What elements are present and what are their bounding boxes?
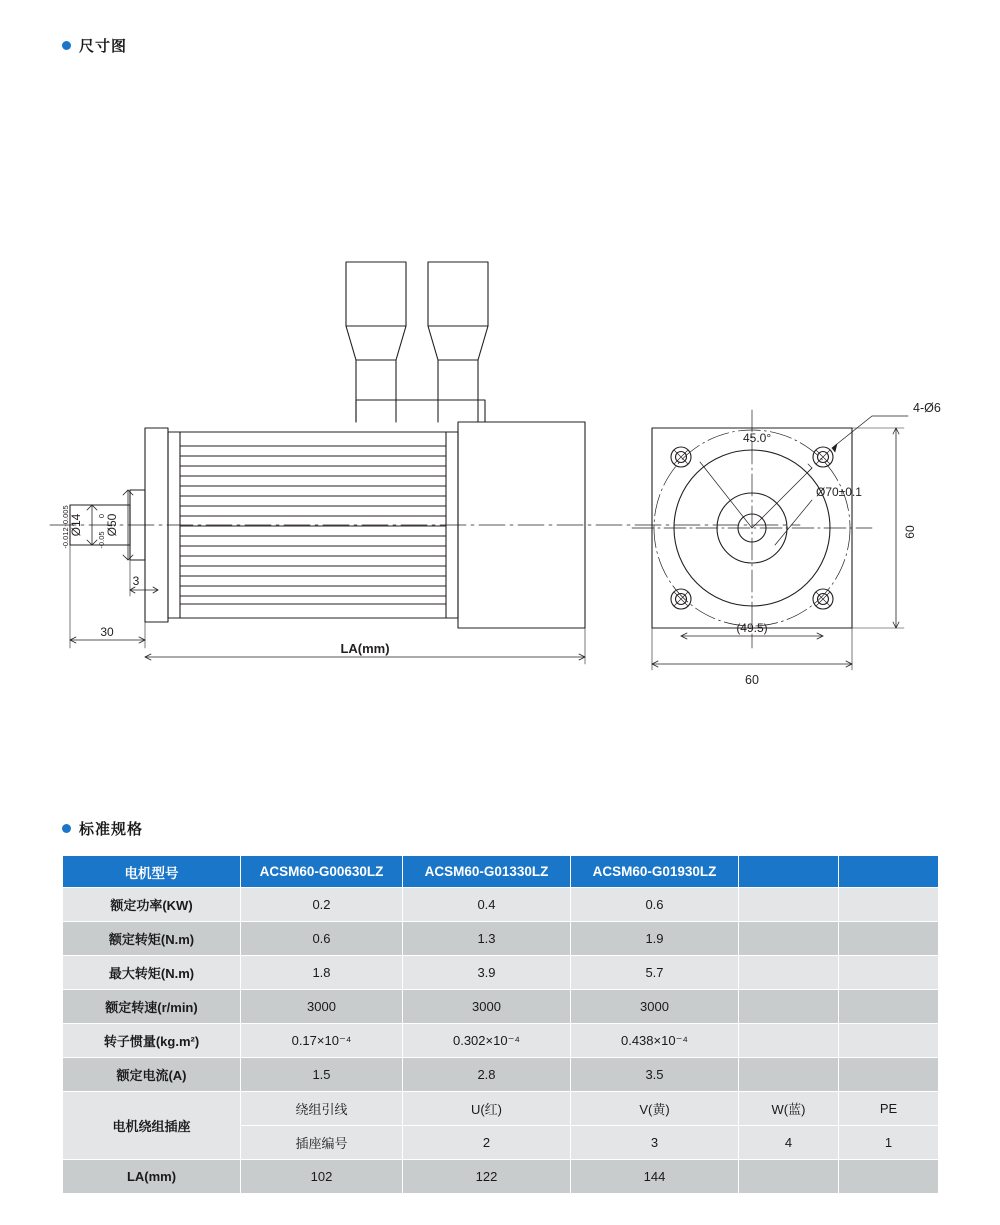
table-row <box>63 1160 939 1194</box>
label-flange-height: 60 <box>903 525 917 539</box>
label-step: 3 <box>132 574 140 588</box>
table-cell: 1.5 <box>241 1058 403 1092</box>
table-cell: 额定转矩(N.m) <box>63 922 241 956</box>
table-cell <box>839 856 939 888</box>
table-cell: V(黄) <box>571 1092 739 1126</box>
table-cell: 0.2 <box>241 888 403 922</box>
table-cell: 102 <box>241 1160 403 1194</box>
table-cell: 3000 <box>241 990 403 1024</box>
table-row <box>63 888 939 922</box>
label-shaft-tol-upper: -0.005 <box>61 505 70 527</box>
table-cell <box>839 990 939 1024</box>
spec-section-heading <box>62 818 143 839</box>
table-cell: 0.302×10⁻⁴ <box>403 1024 571 1058</box>
table-cell: 电机型号 <box>63 856 241 888</box>
table-cell: 3000 <box>571 990 739 1024</box>
table-cell <box>839 888 939 922</box>
table-cell <box>839 922 939 956</box>
dimension-section-title: 尺寸图 <box>79 38 128 55</box>
table-cell: 额定转速(r/min) <box>63 990 241 1024</box>
table-cell: 122 <box>403 1160 571 1194</box>
table-cell: 0.6 <box>241 922 403 956</box>
bullet-icon <box>62 824 71 833</box>
table-cell: 额定电流(A) <box>63 1058 241 1092</box>
table-cell <box>739 1160 839 1194</box>
table-cell: 最大转矩(N.m) <box>63 956 241 990</box>
table-cell: 转子惯量(kg.m²) <box>63 1024 241 1058</box>
label-shaft-length: 30 <box>100 625 114 639</box>
label-flange-diameter: Ø50 <box>105 513 119 537</box>
table-row <box>63 1058 939 1092</box>
bullet-icon <box>62 41 71 50</box>
table-row <box>63 1024 939 1058</box>
table-cell <box>839 956 939 990</box>
table-cell: 1.8 <box>241 956 403 990</box>
table-cell <box>739 1024 839 1058</box>
table-cell <box>839 1160 939 1194</box>
label-inner-width: (49.5) <box>736 621 768 635</box>
table-cell: 1 <box>839 1126 939 1160</box>
table-cell: W(蓝) <box>739 1092 839 1126</box>
label-flange-tol-lower: -0.05 <box>97 531 106 549</box>
label-flange-tol-upper: 0 <box>97 513 106 519</box>
table-cell-socket-label: 电机绕组插座 <box>63 1092 241 1160</box>
dimension-drawing <box>40 200 960 740</box>
table-cell: 额定功率(KW) <box>63 888 241 922</box>
table-cell: ACSM60-G00630LZ <box>241 856 403 888</box>
table-cell <box>739 956 839 990</box>
table-cell <box>739 922 839 956</box>
table-cell: 2.8 <box>403 1058 571 1092</box>
spec-section-title: 标准规格 <box>79 821 144 838</box>
table-row <box>63 956 939 990</box>
table-cell: 5.7 <box>571 956 739 990</box>
table-cell: 2 <box>403 1126 571 1160</box>
table-cell <box>739 888 839 922</box>
table-cell: 插座编号 <box>241 1126 403 1160</box>
table-row <box>63 856 939 888</box>
table-row <box>63 1092 939 1126</box>
table-cell: 0.6 <box>571 888 739 922</box>
table-cell: 4 <box>739 1126 839 1160</box>
table-cell: PE <box>839 1092 939 1126</box>
table-cell: 3.5 <box>571 1058 739 1092</box>
label-pcd: Ø70±0.1 <box>816 485 862 499</box>
table-cell: 3000 <box>403 990 571 1024</box>
label-flange-width: 60 <box>745 673 759 687</box>
table-cell: U(红) <box>403 1092 571 1126</box>
table-cell: ACSM60-G01330LZ <box>403 856 571 888</box>
table-cell: 3 <box>571 1126 739 1160</box>
table-cell <box>739 856 839 888</box>
table-cell: 3.9 <box>403 956 571 990</box>
label-angle: 45.0° <box>743 431 772 445</box>
table-cell <box>739 1058 839 1092</box>
table-cell <box>739 990 839 1024</box>
table-cell: ACSM60-G01930LZ <box>571 856 739 888</box>
label-total-length: LA(mm) <box>340 641 390 656</box>
dimension-section-heading <box>62 35 127 56</box>
table-cell <box>839 1058 939 1092</box>
label-hole-callout: 4-Ø6 <box>913 401 941 415</box>
table-row <box>63 922 939 956</box>
label-shaft-tol-lower: -0.012 <box>61 527 70 549</box>
table-cell: LA(mm) <box>63 1160 241 1194</box>
specification-table <box>62 855 939 1194</box>
table-cell: 1.3 <box>403 922 571 956</box>
table-cell: 绕组引线 <box>241 1092 403 1126</box>
table-cell: 144 <box>571 1160 739 1194</box>
table-cell <box>839 1024 939 1058</box>
table-row <box>63 990 939 1024</box>
label-shaft-diameter: Ø14 <box>69 513 83 537</box>
table-cell: 1.9 <box>571 922 739 956</box>
table-cell: 0.4 <box>403 888 571 922</box>
table-cell: 0.17×10⁻⁴ <box>241 1024 403 1058</box>
table-cell: 0.438×10⁻⁴ <box>571 1024 739 1058</box>
